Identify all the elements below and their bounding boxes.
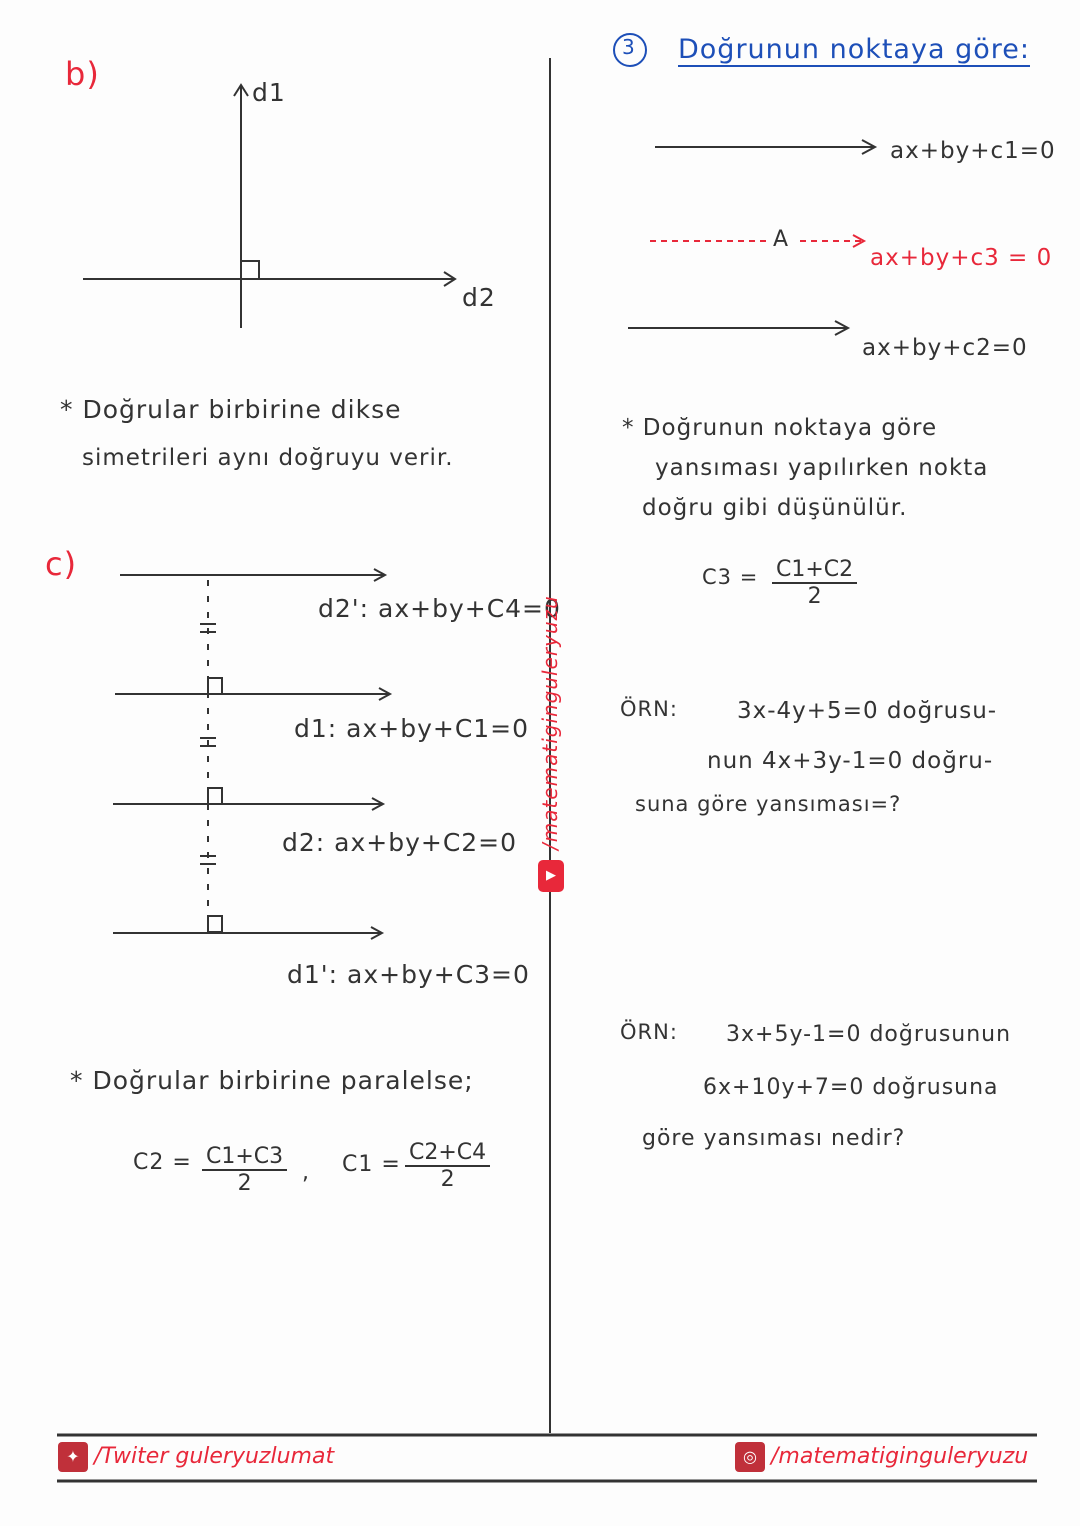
formula1-fraction <box>202 1144 287 1196</box>
section-title: Doğrunun noktaya göre: <box>678 34 1030 65</box>
part-c-label: c) <box>45 545 78 583</box>
denominator: 2 <box>440 1167 455 1192</box>
equation-c1: ax+by+c1=0 <box>890 138 1056 164</box>
denominator: 2 <box>807 584 822 609</box>
numerator: C2+C4 <box>405 1140 490 1167</box>
vertical-watermark <box>538 595 562 850</box>
formula1-lhs: C2 = <box>133 1150 192 1175</box>
numerator: C1+C2 <box>772 557 857 584</box>
c3-fraction <box>772 557 857 609</box>
instagram-footer <box>735 1442 1028 1472</box>
equation-c2: ax+by+c2=0 <box>862 335 1028 361</box>
line-d2-prime: d2': ax+by+C4=0 <box>318 594 561 623</box>
twitter-icon: ✦ <box>58 1442 88 1472</box>
watermark-text: /matematiginguleryuzu <box>538 595 562 850</box>
parallel-note: * Doğrular birbirine paralelse; <box>70 1066 474 1095</box>
example2-line3: göre yansıması nedir? <box>642 1126 906 1151</box>
formula2-fraction <box>405 1140 490 1192</box>
line-d1-prime: d1': ax+by+C3=0 <box>287 960 530 989</box>
d2-label: d2 <box>462 283 496 312</box>
formula2-lhs: C1 = <box>342 1152 401 1177</box>
c3-formula-lhs: C3 = <box>702 565 759 589</box>
reflection-note-2: yansıması yapılırken nokta <box>655 455 989 481</box>
numerator: C1+C3 <box>202 1144 287 1171</box>
line-d2: d2: ax+by+C2=0 <box>282 828 518 857</box>
perpendicular-note-2: simetrileri aynı doğruyu verir. <box>82 445 454 471</box>
instagram-handle: /matematiginguleryuzu <box>771 1444 1029 1469</box>
twitter-footer <box>58 1442 334 1472</box>
right-angle-mark <box>241 261 259 279</box>
youtube-icon: ▶ <box>538 860 564 892</box>
denominator: 2 <box>237 1171 252 1196</box>
twitter-handle: /Twiter guleryuzlumat <box>94 1444 335 1469</box>
example1-line3: suna göre yansıması=? <box>635 792 902 816</box>
example2-line2: 6x+10y+7=0 doğrusuna <box>703 1075 999 1100</box>
example2-line1: 3x+5y-1=0 doğrusunun <box>726 1022 1012 1047</box>
reflection-note-3: doğru gibi düşünülür. <box>642 495 908 521</box>
example1-label: ÖRN: <box>620 697 678 721</box>
line-d1: d1: ax+by+C1=0 <box>294 714 530 743</box>
point-a: A <box>773 227 790 252</box>
example2-label: ÖRN: <box>620 1020 678 1044</box>
part-b-label: b) <box>65 55 100 93</box>
equation-c3: ax+by+c3 = 0 <box>870 245 1053 271</box>
example1-line2: nun 4x+3y-1=0 doğru- <box>707 748 994 774</box>
d1-label: d1 <box>252 78 286 107</box>
example1-line1: 3x-4y+5=0 doğrusu- <box>737 698 998 724</box>
separator: , <box>302 1160 310 1185</box>
reflection-note-1: * Doğrunun noktaya göre <box>622 415 938 441</box>
section-number: 3 <box>622 35 636 59</box>
perpendicular-note-1: * Doğrular birbirine dikse <box>60 395 402 424</box>
instagram-icon: ◎ <box>735 1442 765 1472</box>
